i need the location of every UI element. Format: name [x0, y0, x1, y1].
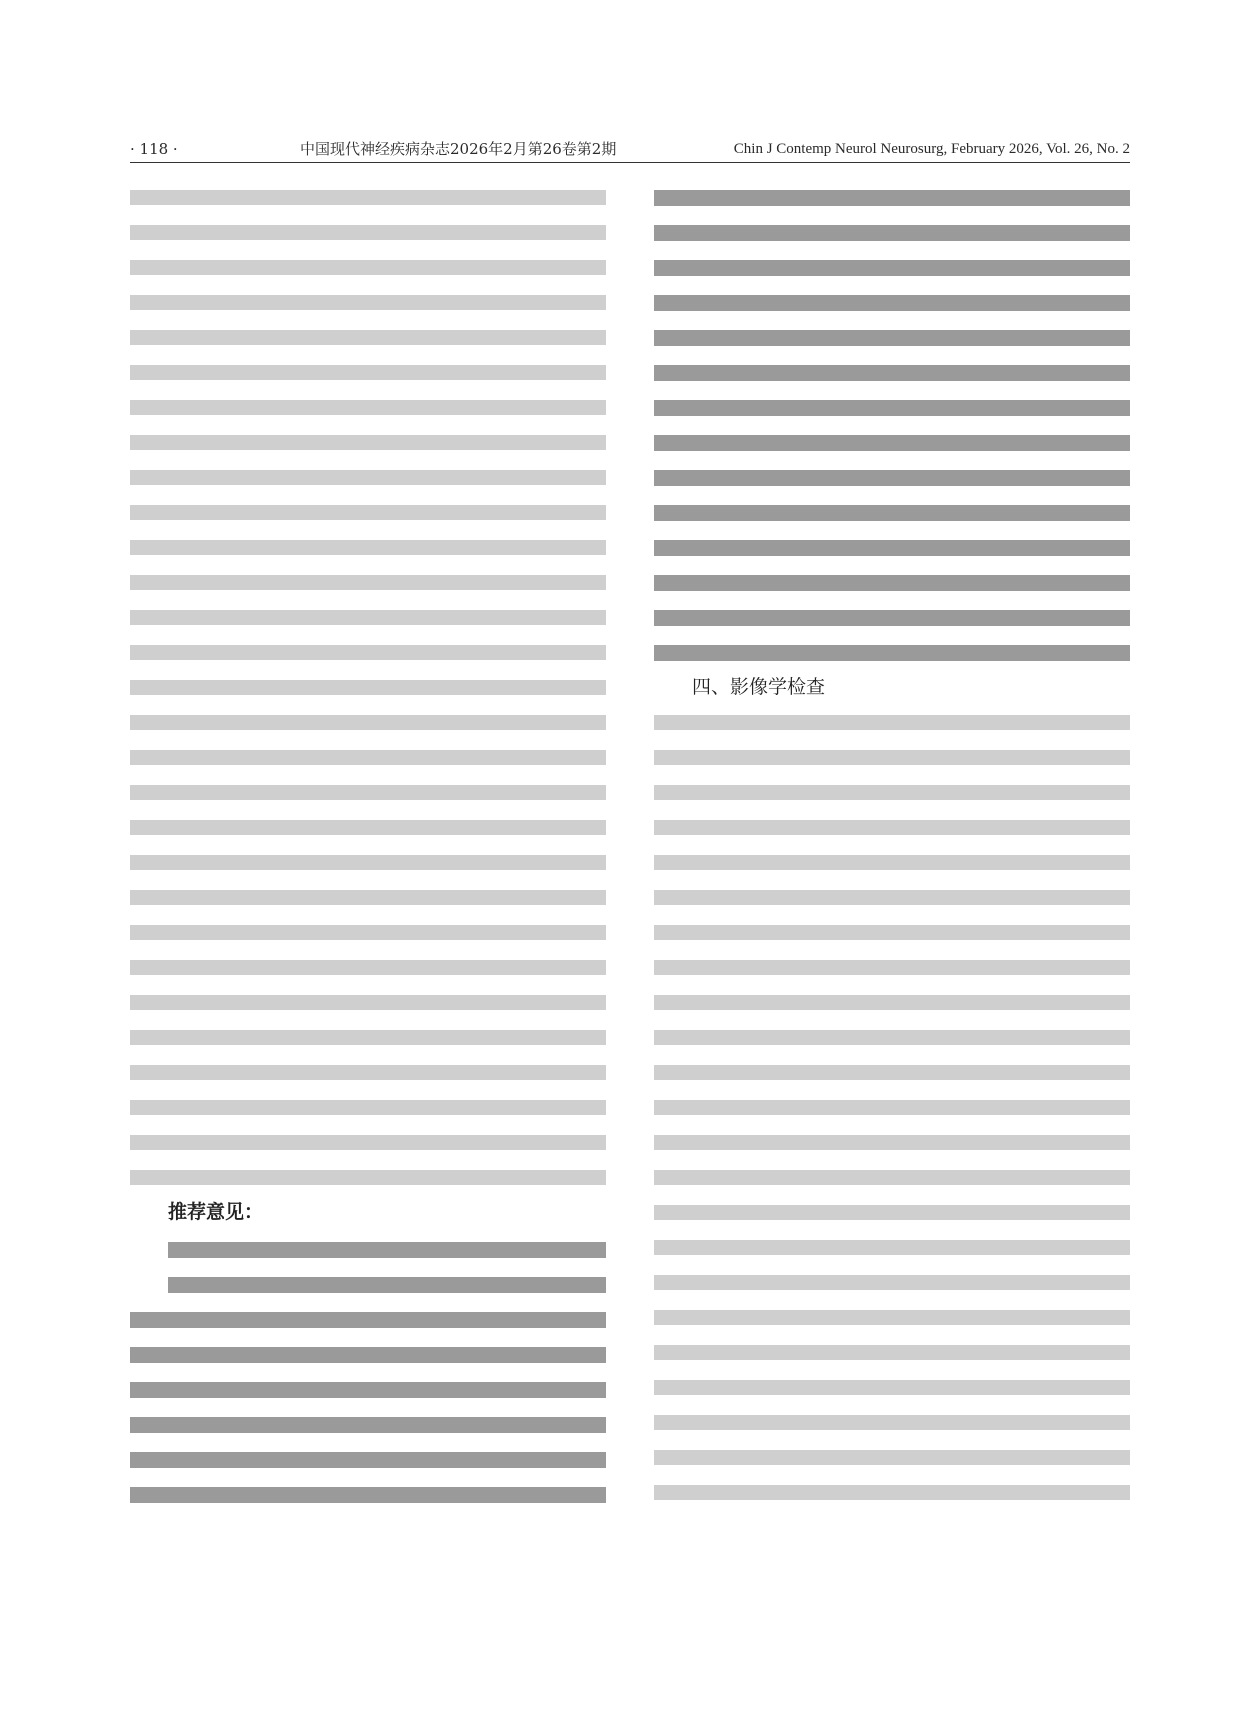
body-paragraph [654, 705, 1130, 880]
journal-title-en: Chin J Contemp Neurol Neurosurg, February 2026, Vol. 26, No. 2 [733, 141, 1130, 157]
recommendation-12 [130, 1407, 606, 1512]
recommendation-12-continued [654, 180, 1130, 215]
recommendation-13 [654, 215, 1130, 320]
recommendation-heading-block [130, 1195, 606, 1230]
recommendation-16 [654, 600, 1130, 670]
section-heading-block [654, 670, 1130, 705]
body-paragraph [654, 880, 1130, 1510]
section-heading: 四、影像学检查 [692, 676, 826, 698]
running-header [130, 138, 1130, 163]
page-number: · 118 · [130, 140, 178, 158]
recommendation-14 [654, 320, 1130, 460]
recommendation-heading: 推荐意见： [168, 1201, 264, 1223]
recommendation-15 [654, 460, 1130, 600]
journal-title-cn: 中国现代神经疾病杂志2026年2月第26卷第2期 [300, 140, 617, 158]
body-paragraph [130, 180, 606, 1195]
recommendation-10 [130, 1232, 606, 1302]
recommendation-11 [130, 1302, 606, 1407]
